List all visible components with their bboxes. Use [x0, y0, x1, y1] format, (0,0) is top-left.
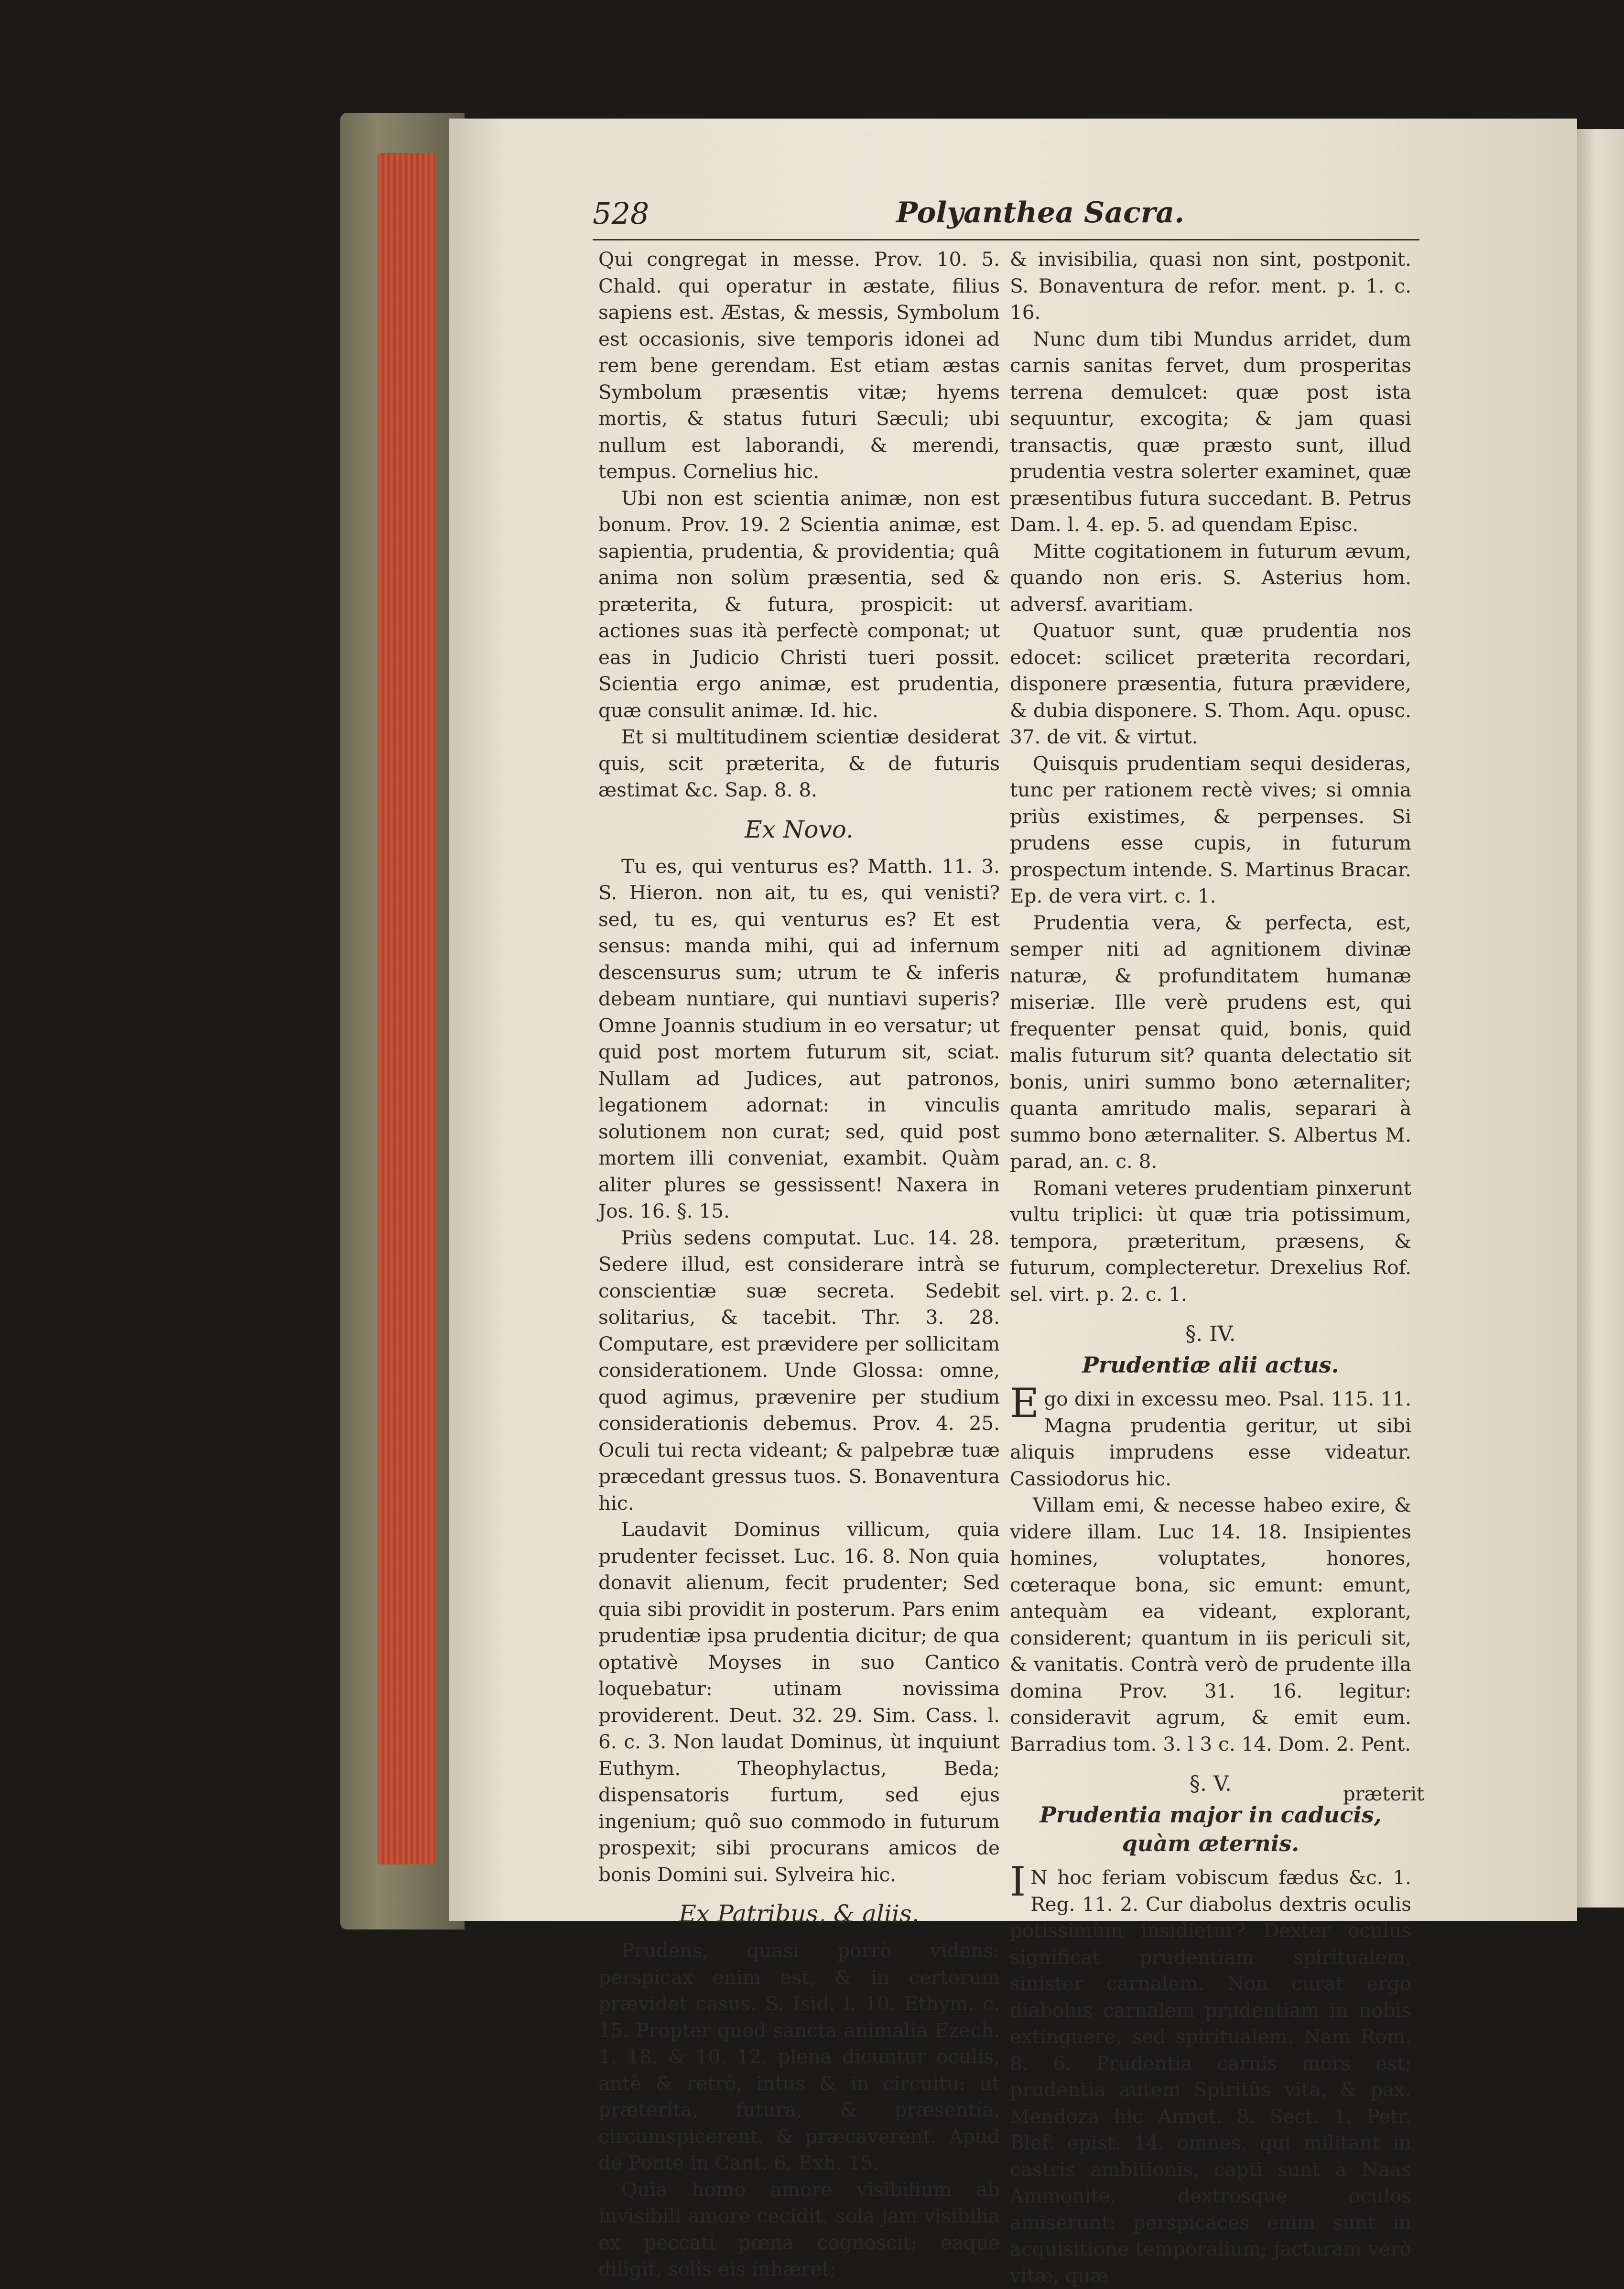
paragraph: Quatuor sunt, quæ prudentia nos edocet: scilicet præterita recordari, disponere præsentia, futura prævidere, & dubia disponere. S. Thom. Aqu. opusc. 37. de vit. & virtut. — [1010, 619, 1411, 748]
page-header — [593, 196, 1419, 240]
section-title-iv: Prudentiæ alii actus. — [1082, 1352, 1339, 1378]
red-page-edges — [378, 153, 435, 1864]
paragraph: Villam emi, & necesse habeo exire, & videre illam. Luc 14. 18. Insipientes homines, voluptates, honores, cœteraque bona, sic emunt: emunt, antequàm ea videant, explorant, considerent; quantum in iis periculi sit, & vanitatis. Contrà verò de prudente illa domina Prov. 31. 16. legitur: consideravit agrum, & emit eum. Barradius tom. 3. l 3 c. 14. Dom. 2. Pent. — [1010, 1493, 1411, 1755]
paragraph: Prudentia vera, & perfecta, est, semper niti ad agnitionem divinæ naturæ, & profunditatem humanæ miseriæ. Ille verè prudens est, qui frequenter pensat quid, bonis, quid malis futurum sit? quanta delectatio sit bonis, uniri summo bono æternaliter; quanta amritudo malis, separari à summo bono æternaliter. S. Albertus M. parad, an. c. 8. — [1010, 911, 1411, 1173]
section-heading-ex-novo: Ex Novo. — [745, 815, 854, 843]
section-title-v: Prudentia major in caducis, quàm æternis. — [1039, 1802, 1382, 1856]
right-column — [1010, 246, 1411, 2289]
section-heading-ex-patribus: Ex Patribus, & aliis. — [679, 1900, 920, 1928]
paragraph: Quia homo amore visibilium ab invisibili amore cecidit, sola jam visibilia ex peccati pœna cognoscit; eaque diligit, solis eis inhæret; — [598, 2178, 1000, 2280]
paragraph-text: N hoc feriam vobiscum fædus &c. 1. Reg. 11. 2. Cur diabolus dextris oculis potissimùm insidietur? Dexter oculus significat prudentiam spiritualem, sinister carnalem. Non curat ergo diabolus carnalem prudentiam in nobis extinguere, sed spiritualem. Nam Rom. 8. 6. Prudentia carnis mors est; prudentia autem Spiritûs vita, & pax. Mendoza hic Annot. 8. Sect. 1. Petr. Blef. epist. 14. omnes, qui militant in castris ambitionis, capti sunt à Naas Ammonite, dextrosque oculos amiserunt: perspicaces enim sunt in acquisitione temporalium; jacturam verò vitæ, quæ — [1010, 1866, 1411, 2287]
paragraph: Tu es, qui venturus es? Matth. 11. 3. S. Hieron. non ait, tu es, qui venisti? sed, tu es, qui venturus es? Et est sensus: manda mihi, qui ad infernum descensurus sum; utrum te & inferis debeam nuntiare, qui nuntiavi superis? Omne Joannis studium in eo versatur; ut quid post mortem futurum sit, sciat. Nullam ad Judices, aut patronos, legationem adornat: in vinculis solutionem non curat; sed, quid post mortem illi conveniat, exambit. Quàm aliter plures se gessissent! Naxera in Jos. 16. §. 15. — [598, 854, 1000, 1222]
section-number-iv: §. IV. — [1185, 1322, 1236, 1346]
paragraph-with-dropcap — [1010, 1380, 1411, 1492]
paragraph: & invisibilia, quasi non sint, postponit. S. Bonaventura de refor. ment. p. 1. c. 16. — [1010, 248, 1411, 324]
paragraph: Prudens, quasi porrò videns: perspicax enim est, & in certorum prævidet casus. S. Isid. l. 10. Ethym. c. 15. Propter quod sancta animalia Ezech. 1. 18. & 10. 12. plena dicuntur oculis, antè & retrò, intus & in circuitu: ut præterita, futura, & præsentia, circumspicerent, & præcaverent. Apud de Ponte in Cant. 6. Exh. 15. — [598, 1939, 1000, 2174]
page-number: 528 — [593, 196, 650, 231]
paragraph: Laudavit Dominus villicum, quia prudenter fecisset. Luc. 16. 8. Non quia donavit alienum, fecit prudenter; Sed quia sibi providit in posterum. Pars enim prudentiæ ipsa prudentia dicitur; de qua optativè Moyses in suo Cantico loquebatur: utinam novissima providerent. Deut. 32. 29. Sim. Cass. l. 6. c. 3. Non laudat Dominus, ùt inquiunt Euthym. Theophylactus, Beda; dispensatoris furtum, sed ejus ingenium; quô suo commodo in futurum prospexit; sibi procurans amicos de bonis Domini sui. Sylveira hic. — [598, 1518, 1000, 1886]
drop-capital: E — [1010, 1380, 1039, 1427]
paragraph: Quisquis prudentiam sequi desideras, tunc per rationem rectè vives; si omnia priùs existimes, & perpenses. Si prudens esse cupis, in futurum prospectum intende. S. Martinus Bracar. Ep. de vera virt. c. 1. — [1010, 752, 1411, 907]
paragraph: Nunc dum tibi Mundus arridet, dum carnis sanitas fervet, dum prosperitas terrena demulcet: quæ post ista sequuntur, excogita; & jam quasi transactis, quæ præsto sunt, illud prudentia vestra solerter examinet, quæ præsentibus futura succedant. B. Petrus Dam. l. 4. ep. 5. ad quendam Episc. — [1010, 327, 1411, 536]
paragraph: Qui congregat in messe. Prov. 10. 5. Chald. qui operatur in æstate, filius sapiens est. Æstas, & messis, Symbolum est occasionis, sive temporis idonei ad rem bene gerendam. Est etiam æstas Symbolum præsentis vitæ; hyems mortis, & status futuri Sæculi; ubi nullum est laborandi, & merendi, tempus. Cornelius hic. — [598, 248, 1000, 483]
paragraph-text: go dixi in excessu meo. Psal. 115. 11. Magna prudentia geritur, ut sibi aliquis imprudens esse videatur. Cassiodorus hic. — [1010, 1387, 1411, 1490]
drop-capital: I — [1010, 1858, 1026, 1905]
paragraph: Priùs sedens computat. Luc. 14. 28. Sedere illud, est considerare intrà se conscientiæ suæ secreta. Sedebit solitarius, & tacebit. Thr. 3. 28. Computare, est prævidere per sollicitam considerationem. Unde Glossa: omne, quod agimus, prævenire per studium considerationis debemus. Prov. 4. 25. Oculi tui recta videant; & palpebræ tuæ præcedant gressus tuos. S. Bonaventura hic. — [598, 1226, 1000, 1515]
paragraph: Romani veteres prudentiam pinxerunt vultu triplici: ùt quæ tria potissimum, tempora, præteritum, præsens, & futurum, complecteretur. Drexelius Rof. sel. virt. p. 2. c. 1. — [1010, 1176, 1411, 1306]
paragraph-with-dropcap — [1010, 1858, 1411, 2289]
facing-page-edge — [1577, 129, 1624, 1908]
catchword: præterit — [1343, 1783, 1425, 1805]
left-column — [598, 246, 1000, 2283]
paragraph: Et si multitudinem scientiæ desiderat quis, scit præterita, & de futuris æstimat &c. Sap. 8. 8. — [598, 725, 1000, 801]
section-number-v: §. V. — [1189, 1772, 1232, 1796]
running-title: Polyanthea Sacra. — [896, 196, 1185, 229]
paragraph: Mitte cogitationem in futurum ævum, quando non eris. S. Asterius hom. adversf. avaritiam. — [1010, 539, 1411, 616]
paragraph: Ubi non est scientia animæ, non est bonum. Prov. 19. 2 Scientia animæ, est sapientia, prudentia, & providentia; quâ anima non solùm præsentia, sed & præterita, & futura, prospicit: ut actiones suas ità perfectè componat; ut eas in Judicio Christi tueri possit. Scientia ergo animæ, est prudentia, quæ consulit animæ. Id. hic. — [598, 486, 1000, 722]
